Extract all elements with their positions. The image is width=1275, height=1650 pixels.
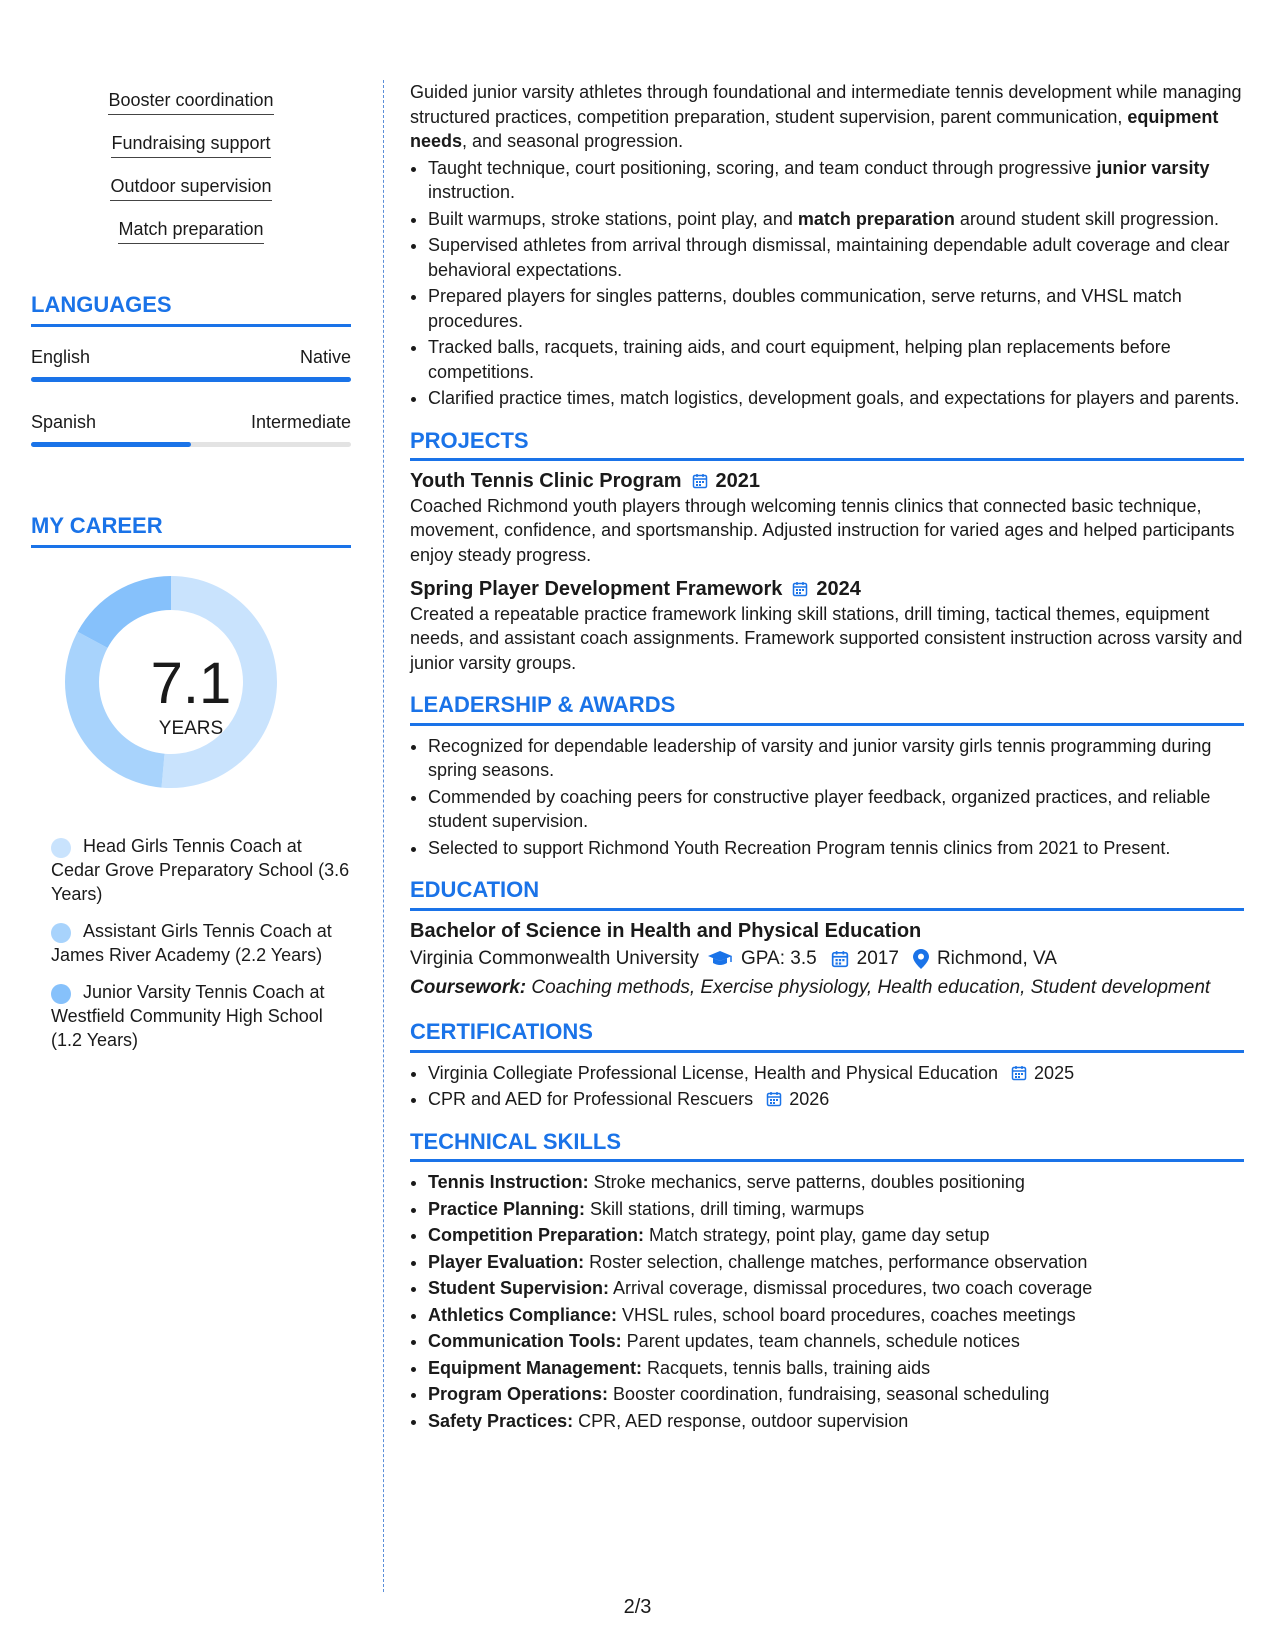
calendar-icon xyxy=(792,581,808,597)
project-year: 2024 xyxy=(816,578,861,600)
strength-tag: Match preparation xyxy=(118,217,263,244)
education-title: EDUCATION xyxy=(410,878,1244,911)
experience-summary: Guided junior varsity athletes through foundational and intermediate tennis development while managing structured practices, competition preparation, student supervision, parent communication, equipment needs, and seasonal progression. xyxy=(410,82,1242,151)
list-item: • Built warmups, stroke stations, point play, and match preparation around student skill progression. xyxy=(428,207,1244,232)
career-section xyxy=(31,513,351,1052)
strength-tag: Fundraising support xyxy=(111,131,270,158)
legend-dot xyxy=(51,923,71,943)
language-bar-fill xyxy=(31,442,191,447)
certifications-list xyxy=(410,1061,1244,1112)
graduation-year: 2017 xyxy=(856,948,899,969)
legend-label: Head Girls Tennis Coach at Cedar Grove Preparatory School (3.6 Years) xyxy=(51,836,350,904)
strength-tag: Booster coordination xyxy=(108,88,273,115)
education-details xyxy=(410,947,1244,972)
language-level: Intermediate xyxy=(250,412,351,432)
degree: Bachelor of Science in Health and Physical Education xyxy=(410,919,922,942)
list-item: • Commended by coaching peers for constructive player feedback, organized practices, and reliable student supervision. xyxy=(428,785,1244,834)
leadership-title: LEADERSHIP & AWARDS xyxy=(410,693,1244,726)
list-item: • Communication Tools: Parent updates, team channels, schedule notices xyxy=(428,1329,1244,1354)
career-legend-item xyxy=(31,919,351,967)
career-title: MY CAREER xyxy=(31,513,351,548)
list-item xyxy=(428,1087,1244,1112)
legend-label: Junior Varsity Tennis Coach at Westfield Community High School (1.2 Years) xyxy=(51,982,325,1050)
coursework xyxy=(410,976,1244,1001)
languages-title: LANGUAGES xyxy=(31,292,351,327)
leadership-list xyxy=(410,734,1244,861)
language-level: Native xyxy=(299,347,351,367)
project-year: 2021 xyxy=(715,470,761,492)
list-item: • Safety Practices: CPR, AED response, outdoor supervision xyxy=(428,1409,1244,1434)
language-item xyxy=(31,347,351,382)
experience-bullets xyxy=(410,156,1244,411)
location-pin-icon xyxy=(913,949,929,969)
language-name: Spanish xyxy=(31,412,97,432)
list-item: • Recognized for dependable leadership of varsity and junior varsity girls tennis programming during spring seasons. xyxy=(428,734,1244,783)
graduation-cap-icon xyxy=(707,950,733,968)
coursework-list: Coaching methods, Exercise physiology, Health education, Student development xyxy=(526,976,1211,998)
projects-title: PROJECTS xyxy=(410,429,1244,462)
list-item: • Competition Preparation: Match strategy, point play, game day setup xyxy=(428,1223,1244,1248)
certification-year: 2026 xyxy=(789,1089,830,1109)
page-number: 2/3 xyxy=(623,1596,652,1618)
calendar-icon xyxy=(692,473,708,489)
legend-dot xyxy=(51,984,71,1004)
career-donut xyxy=(31,576,351,816)
strengths-list xyxy=(31,70,351,244)
career-donut-segment-3 xyxy=(78,576,171,648)
list-item: • Student Supervision: Arrival coverage, dismissal procedures, two coach coverage xyxy=(428,1276,1244,1301)
list-item xyxy=(428,1061,1244,1086)
list-item: • Tennis Instruction: Stroke mechanics, serve patterns, doubles positioning xyxy=(428,1170,1244,1195)
coursework-label: Coursework: xyxy=(410,976,527,998)
language-item xyxy=(31,412,351,447)
school-location: Richmond, VA xyxy=(936,948,1057,969)
strength-tag: Outdoor supervision xyxy=(110,174,271,201)
certification-name: Virginia Collegiate Professional License, Health and Physical Education xyxy=(428,1062,999,1083)
project-name: Youth Tennis Clinic Program xyxy=(410,470,682,492)
certification-name: CPR and AED for Professional Rescuers xyxy=(428,1089,754,1109)
calendar-icon xyxy=(1011,1065,1027,1081)
project-description: Created a repeatable practice framework linking skill stations, drill timing, tactical themes, equipment needs, and assistant coach assignments. Framework supported consistent instruction across varsity and junior varsity groups. xyxy=(410,603,1243,673)
list-item: • Prepared players for singles patterns, doubles communication, serve returns, and VHSL match procedures. xyxy=(428,284,1244,333)
list-item: • Taught technique, court positioning, scoring, and team conduct through progressive junior varsity instruction. xyxy=(428,156,1244,205)
list-item: • Practice Planning: Skill stations, drill timing, warmups xyxy=(428,1197,1244,1222)
career-legend-item xyxy=(31,980,351,1052)
list-item: • Clarified practice times, match logistics, development goals, and expectations for players and parents. xyxy=(428,386,1244,411)
school-name: Virginia Commonwealth University xyxy=(410,948,699,969)
list-item: • Athletics Compliance: VHSL rules, school board procedures, coaches meetings xyxy=(428,1303,1244,1328)
project-item xyxy=(410,577,1244,675)
career-legend-item xyxy=(31,834,351,906)
language-bar xyxy=(31,442,351,447)
list-item: • Selected to support Richmond Youth Recreation Program tennis clinics from 2021 to Present. xyxy=(428,836,1244,861)
language-name: English xyxy=(31,347,91,367)
list-item: • Equipment Management: Racquets, tennis balls, training aids xyxy=(428,1356,1244,1381)
calendar-icon xyxy=(831,950,849,968)
language-bar xyxy=(31,377,351,382)
project-description: Coached Richmond youth players through welcoming tennis clinics that connected basic technique, movement, confidence, and sportsmanship. Adjusted instruction for varied ages and helped participants enjoy steady progress. xyxy=(410,495,1235,565)
right-column xyxy=(410,80,1244,1435)
left-column xyxy=(31,70,351,1065)
project-name: Spring Player Development Framework xyxy=(410,578,783,600)
calendar-icon xyxy=(766,1091,782,1107)
career-total: 7.1 xyxy=(150,651,232,716)
column-divider xyxy=(383,80,384,1592)
project-item xyxy=(410,469,1244,567)
gpa: GPA: 3.5 xyxy=(740,948,817,969)
list-item: • Tracked balls, racquets, training aids, and court equipment, helping plan replacements before competitions. xyxy=(428,335,1244,384)
certifications-title: CERTIFICATIONS xyxy=(410,1020,1244,1053)
career-legend xyxy=(31,834,351,1052)
certification-year: 2025 xyxy=(1034,1062,1075,1083)
legend-dot xyxy=(51,838,71,858)
legend-label: Assistant Girls Tennis Coach at James River Academy (2.2 Years) xyxy=(51,921,332,965)
language-bar-fill xyxy=(31,377,351,382)
list-item: • Program Operations: Booster coordination, fundraising, seasonal scheduling xyxy=(428,1382,1244,1407)
skills-list xyxy=(410,1170,1244,1433)
skills-title: TECHNICAL SKILLS xyxy=(410,1130,1244,1163)
list-item: • Player Evaluation: Roster selection, challenge matches, performance observation xyxy=(428,1250,1244,1275)
career-unit: YEARS xyxy=(158,718,224,739)
languages-section xyxy=(31,292,351,447)
list-item: • Supervised athletes from arrival through dismissal, maintaining dependable adult coverage and clear behavioral expectations. xyxy=(428,233,1244,282)
